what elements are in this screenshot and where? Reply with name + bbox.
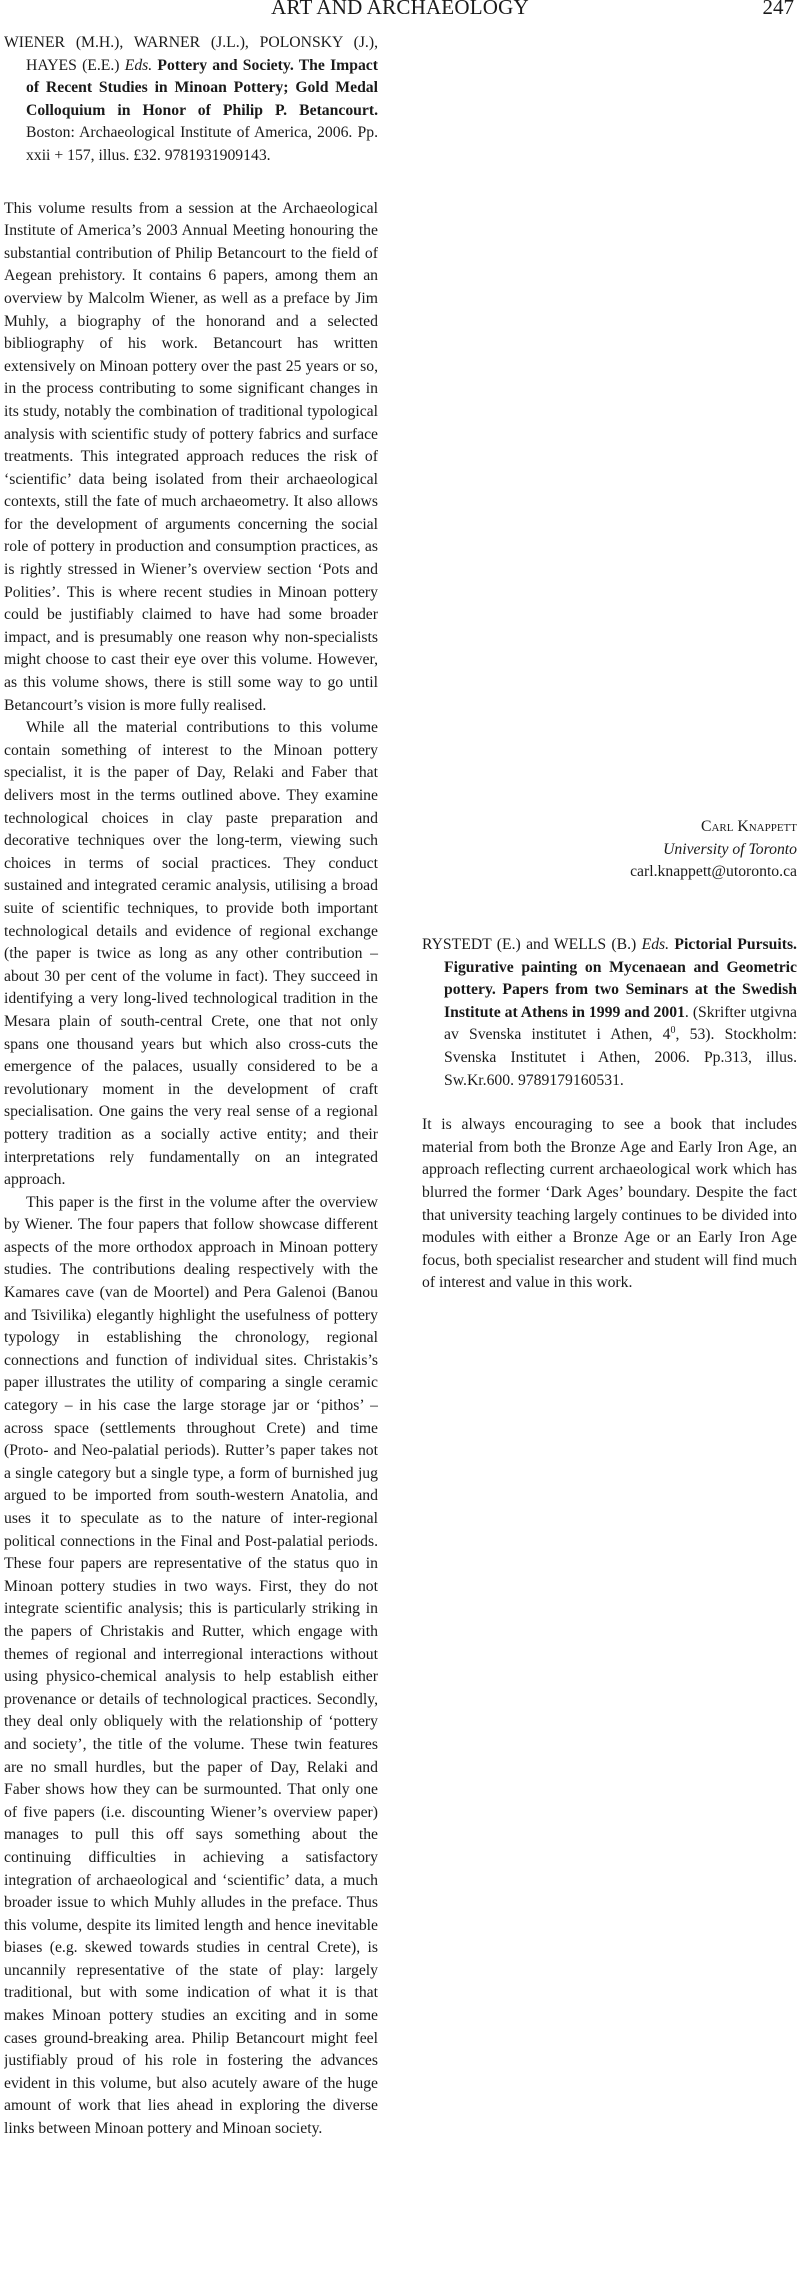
review2-eds: Eds. [641,936,670,953]
review1-paragraph-2: While all the material contributions to this volume contain something of interest to the Minoan pottery specialist, it is the paper of Day, Relaki and Faber that delivers most in the terms outlined above. They examine technological choices in clay paste preparation and decorative techniques over the long-term, viewing such choices in terms of social practices. They conduct sustained and integrated ceramic analysis, utilising a broad suite of scientific techniques, to provide both important technological details and evidence of regional exchange (the paper is twice as long as any other contribution – about 30 per cent of the volume in fact). They succeed in identifying a very long-lived technological tradition in the Mesara plain of south-central Crete, one that not only spans one thousand years but which also cross-cuts the emergence of the palaces, usually considered to be a revolutionary moment in the development of craft specialisation. One gains the very real sense of a regional pottery tradition as a socially active entity; and their interpretations rely fundamentally on an integrated approach. [4,719,378,1189]
review2-superscript: 0 [670,1025,676,1037]
running-title: ART AND ARCHAEOLOGY [271,0,529,19]
review2-publication-b: , 53). Stockholm: Svenska Institutet i Athen, 2006. Pp.313, illus. Sw.Kr.600. 9789179160531. [444,1026,797,1089]
review1-paragraph-3: This paper is the first in the volume after the overview by Wiener. The four papers that follow showcase different aspects of the more orthodox approach in Minoan pottery studies. The contributions dealing respectively with the Kamares cave (van de Moortel) and Pera Galenoi (Banou and Tsivilika) elegantly highlight the usefulness of pottery typology in establishing the chronology, regional connections and function of individual sites. Christakis’s paper illustrates the utility of comparing a single ceramic category – in his case the large storage jar or ‘pithos’ – across space (settlements throughout Crete) and time (Proto- and Neo-palatial periods). Rutter’s paper takes not a single category but a single type, a form of burnished jug argued to be imported from south-western Anatolia, and uses it to speculate as to the nature of inter-regional political connections in the Final and Post-palatial periods. These four papers are representative of the status quo in Minoan pottery studies in two ways. First, they do not integrate scientific analysis; this is particularly striking in the papers of Christakis and Rutter, which engage with themes of regional and interregional interactions without using physico-chemical analysis to help establish either provenance or details of technological practices. Secondly, they deal only obliquely with the relationship of ‘pottery and society’, the title of the volume. These twin features are no small hurdles, but the paper of Day, Relaki and Faber shows how they can be surmounted. That only one of five papers (i.e. discounting Wiener’s overview paper) manages to pull this off says something about the continuing difficulties in achieving a satisfactory integration of archaeological and ‘scientific’ data, a much broader issue to which Muhly alludes in the preface. Thus this volume, despite its limited length and hence inevitable biases (e.g. skewed towards studies in central Crete), is uncannily representative of the state of play: largely traditional, but with some indication of what it is that makes Minoan pottery studies an exciting and in some cases ground-breaking area. Philip Betancourt might feel justifiably proud of his role in fostering the advances evident in this volume, but also acutely aware of the huge amount of work that lies ahead in exploring the diverse links between Minoan pottery and Minoan society. [4,1193,378,2138]
review2-citation [422,934,797,1092]
reviewer-affiliation: University of Toronto [663,840,797,858]
review2-book-title: Pictorial Pursuits. Figurative painting on Mycenaean and Geometric pottery. Papers from two Seminars at the Swedish Institute at Athens in 1999 and 2001 [444,936,797,1021]
running-header [0,0,800,20]
left-column [4,32,378,2277]
review1-eds: Eds. [124,56,153,74]
review1-authors: WIENER (M.H.), WARNER (J.L.), POLONSKY (J.), HAYES (E.E.) [4,34,378,74]
review2-authors: RYSTEDT (E.) and WELLS (B.) [422,936,642,953]
review1-citation [4,32,378,168]
review2-paragraph-1: It is always encouraging to see a book that includes material from both the Bronze Age and Early Iron Age, an approach reflecting current archaeological work which has blurred the former ‘Dark Ages’ boundary. Despite the fact that university teaching largely continues to be divided into modules with either a Bronze Age or an Early Iron Age focus, both specialist researcher and student will find much of interest and value in this work. [422,1116,797,1292]
page-number: 247 [762,0,794,19]
right-column [422,32,797,1295]
review1-paragraph-1: This volume results from a session at the Archaeological Institute of America’s 2003 Annual Meeting honouring the substantial contribution of Philip Betancourt to the field of Aegean prehistory. It contains 6 papers, among them an overview by Malcolm Wiener, as well as a preface by Jim Muhly, a biography of the honorand and a selected bibliography of his work. Betancourt has written extensively on Minoan pottery over the past 25 years or so, in the process contributing to some significant changes in its study, notably the combination of traditional typological analysis with scientific study of pottery fabrics and surface treatments. This integrated approach reduces the risk of ‘scientific’ data being isolated from their archaeological contexts, still the fate of much archaeometry. It also allows for the development of arguments concerning the social role of pottery in production and consumption practices, as is rightly stressed in Wiener’s overview section ‘Pots and Polities’. This is where recent studies in Minoan pottery could be justifiably claimed to have had some broader impact, and is presumably one reason why non-specialists might choose to cast their eye over this volume. However, as this volume shows, there is still some way to go until Betancourt’s vision is more fully realised. [4,199,378,714]
reviewer-name: Carl Knappett [701,818,797,835]
review1-publication: Boston: Archaeological Institute of America, 2006. Pp. xxii + 157, illus. £32. 9781931909143. [26,124,378,164]
review2-publication-a: . (Skrifter utgivna av Svenska institutet i Athen, 4 [444,1003,797,1044]
reviewer-email: carl.knappett@utoronto.ca [630,863,797,881]
review1-book-title: Pottery and Society. The Impact of Recent Studies in Minoan Pottery; Gold Medal Colloquium in Honor of Philip P. Betancourt. [26,56,378,119]
review1-signature [422,816,797,884]
